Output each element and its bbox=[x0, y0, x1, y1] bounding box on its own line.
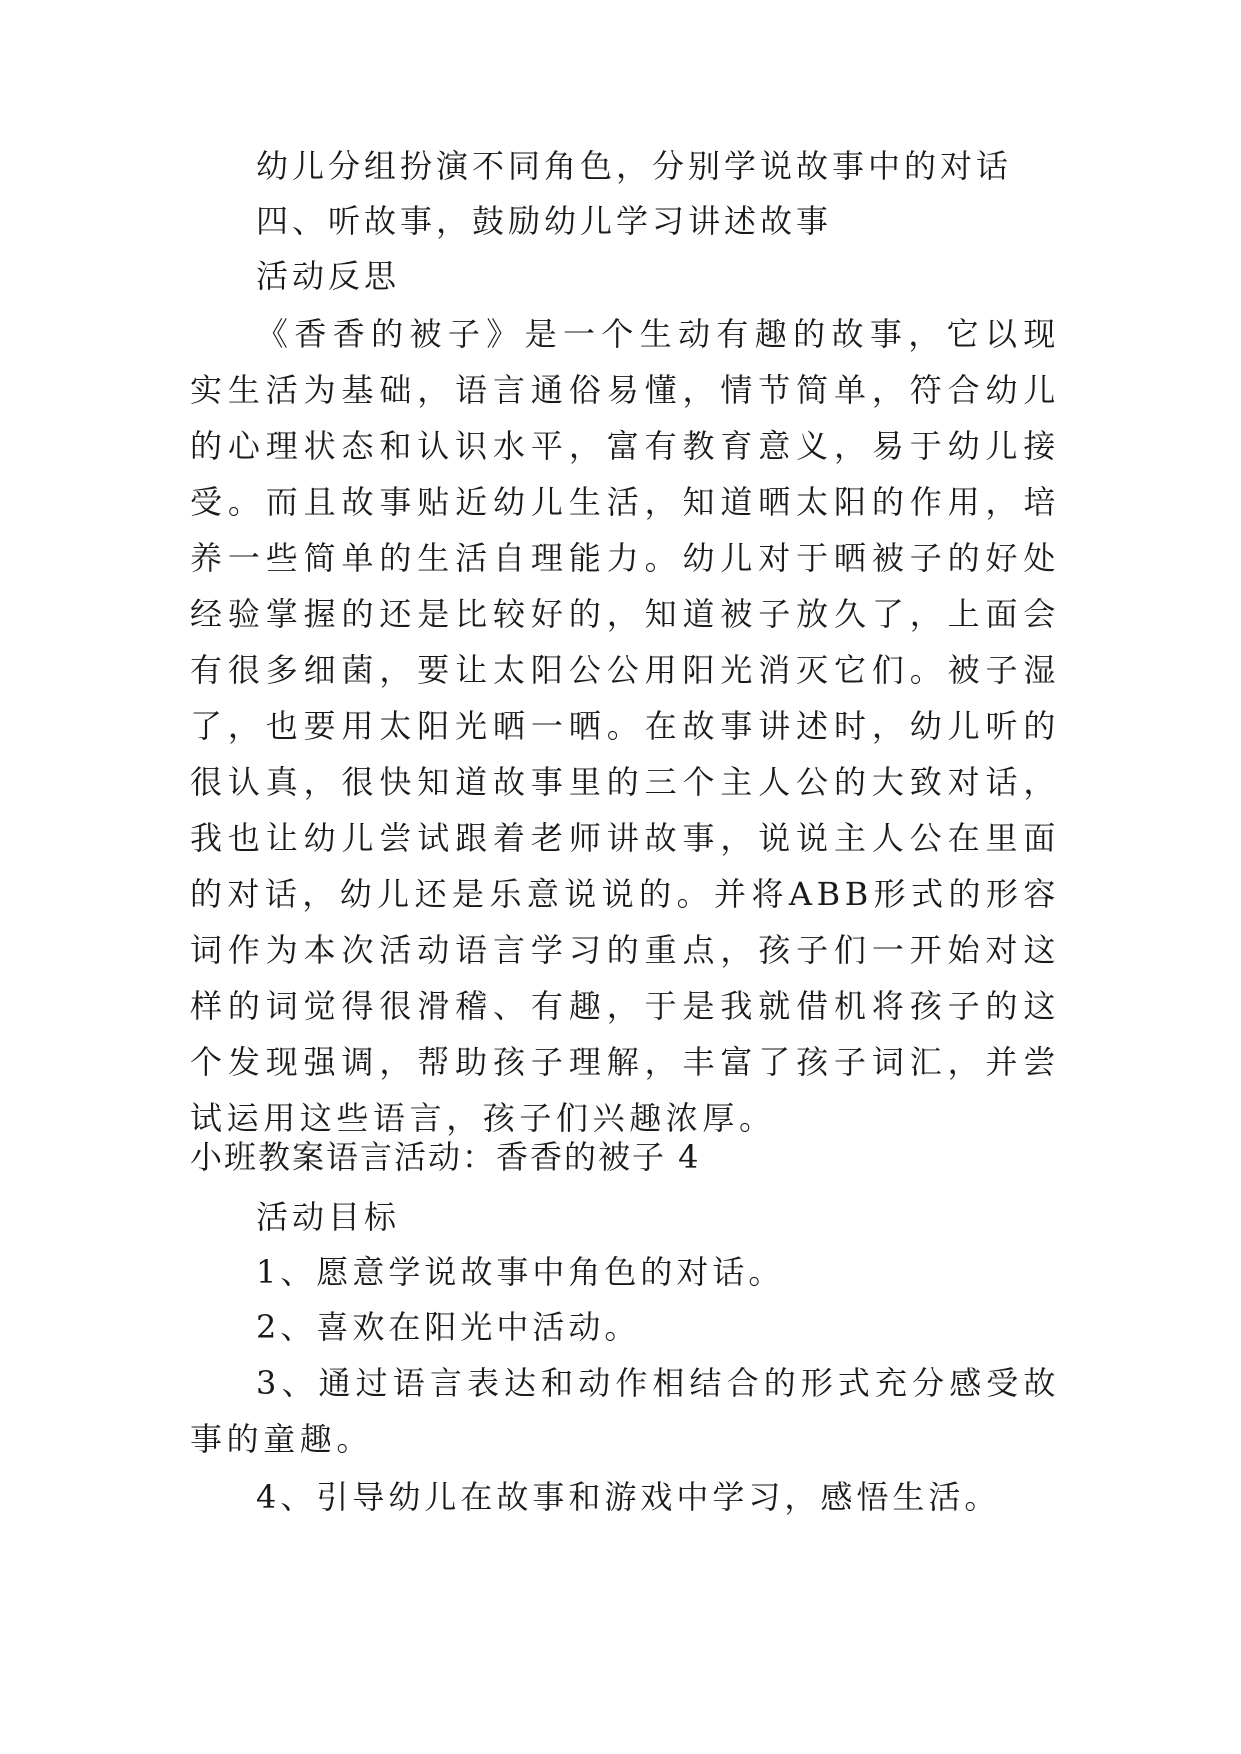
goal-item: 4、引导幼儿在故事和游戏中学习，感悟生活。 bbox=[256, 1478, 1001, 1516]
reflection-paragraph: 《香香的被子》是一个生动有趣的故事，它以现实生活为基础，语言通俗易懂，情节简单，符合幼儿的心理状态和认识水平，富有教育意义，易于幼儿接受。而且故事贴近幼儿生活，知道晒太阳的作用，培养一些简单的生活自理能力。幼儿对于晒被子的好处经验掌握的还是比较好的，知道被子放久了，上面会有很多细菌，要让太阳公公用阳光消灭它们。被子湿了，也要用太阳光晒一晒。在故事讲述时，幼儿听的很认真，很快知道故事里的三个主人公的大致对话，我也让幼儿尝试跟着老师讲故事，说说主人公在里面的对话，幼儿还是乐意说说的。并将ABB形式的形容词作为本次活动语言学习的重点，孩子们一开始对这样的词觉得很滑稽、有趣，于是我就借机将孩子的这个发现强调，帮助孩子理解，丰富了孩子词汇，并尝试运用这些语言，孩子们兴趣浓厚。 bbox=[190, 315, 1060, 1137]
reflection-heading: 活动反思 bbox=[256, 257, 401, 295]
section-title: 小班教案语言活动：香香的被子 4 bbox=[190, 1138, 701, 1176]
goal-item: 2、喜欢在阳光中活动。 bbox=[256, 1308, 641, 1346]
step-four-heading: 四、听故事，鼓励幼儿学习讲述故事 bbox=[256, 202, 833, 240]
activity-step-text: 幼儿分组扮演不同角色，分别学说故事中的对话 bbox=[256, 147, 1013, 185]
goals-heading: 活动目标 bbox=[256, 1198, 401, 1236]
goal-item: 1、愿意学说故事中角色的对话。 bbox=[256, 1253, 785, 1291]
goal-item: 3、通过语言表达和动作相结合的形式充分感受故事的童趣。 bbox=[190, 1364, 1060, 1458]
